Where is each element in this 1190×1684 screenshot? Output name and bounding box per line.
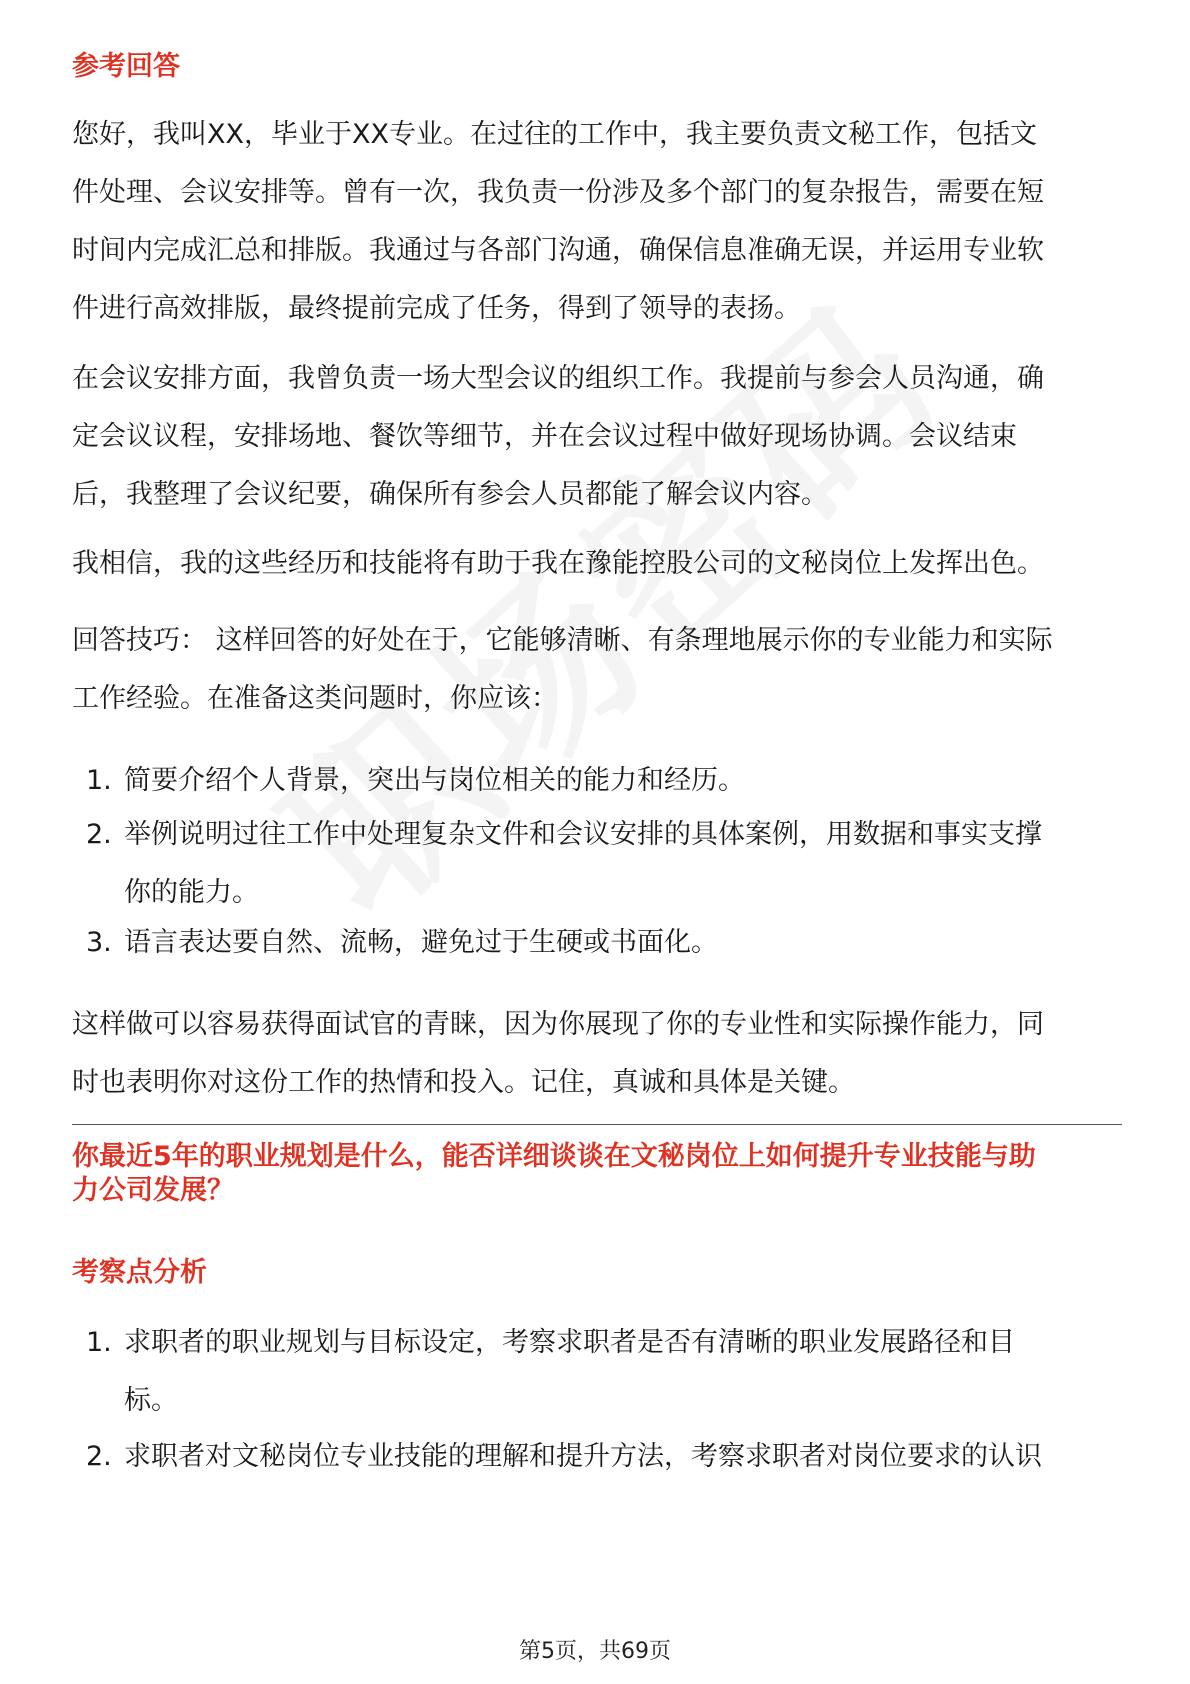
text-line: 时也表明你对这份工作的热情和投入。记住，真诚和具体是关键。: [72, 1067, 855, 1098]
list-item: [72, 752, 1122, 810]
list-item-text: 求职者对文秘岗位专业技能的理解和提升方法，考察求职者对岗位要求的认识: [124, 1441, 1042, 1472]
list-item-text: 语言表达要自然、流畅，避免过于生硬或书面化。: [124, 927, 718, 958]
analysis-list: [72, 1314, 1122, 1486]
list-item-text: 你的能力。: [124, 877, 259, 908]
text-line: 件处理、会议安排等。曾有一次，我负责一份涉及多个部门的复杂报告，需要在短: [72, 177, 1044, 208]
tips-list: [72, 752, 1122, 972]
question-line: 力公司发展？: [72, 1175, 234, 1206]
answer-paragraph-3: [72, 535, 1122, 593]
list-item-text: 求职者的职业规划与目标设定，考察求职者是否有清晰的职业发展路径和目: [124, 1327, 1015, 1358]
list-number: 2.: [86, 1441, 112, 1472]
text-line: 件进行高效排版，最终提前完成了任务，得到了领导的表扬。: [72, 293, 801, 324]
list-number: 1.: [86, 1327, 112, 1358]
tips-paragraph: [72, 612, 1122, 728]
analysis-heading: 考察点分析: [72, 1257, 207, 1288]
text-line: 后，我整理了会议纪要，确保所有参会人员都能了解会议内容。: [72, 479, 828, 510]
answer-paragraph-1: [72, 106, 1122, 338]
list-number: 2.: [86, 819, 112, 850]
section-divider: [72, 1124, 1122, 1125]
list-item: [72, 914, 1122, 972]
list-number: 3.: [86, 927, 112, 958]
answer-paragraph-2: [72, 350, 1122, 524]
text-line: 回答技巧： 这样回答的好处在于，它能够清晰、有条理地展示你的专业能力和实际: [72, 625, 1053, 656]
text-line: 定会议议程，安排场地、餐饮等细节，并在会议过程中做好现场协调。会议结束: [72, 421, 1017, 452]
next-question: [72, 1140, 1122, 1208]
list-item-text: 简要介绍个人背景，突出与岗位相关的能力和经历。: [124, 765, 745, 796]
question-line: 你最近5年的职业规划是什么，能否详细谈谈在文秘岗位上如何提升专业技能与助: [72, 1141, 1036, 1172]
text-line: 时间内完成汇总和排版。我通过与各部门沟通，确保信息准确无误，并运用专业软: [72, 235, 1044, 266]
document-page: [72, 0, 1122, 1684]
closing-paragraph: [72, 996, 1122, 1112]
list-number: 1.: [86, 765, 112, 796]
list-item: [72, 1314, 1122, 1430]
list-item: [72, 806, 1122, 922]
list-item: [72, 1428, 1122, 1486]
reference-answer-heading: 参考回答: [72, 51, 180, 82]
text-line: 您好，我叫XX，毕业于XX专业。在过往的工作中，我主要负责文秘工作，包括文: [72, 119, 1037, 150]
list-item-text: 举例说明过往工作中处理复杂文件和会议安排的具体案例，用数据和事实支撑: [124, 819, 1042, 850]
text-line: 工作经验。在准备这类问题时，你应该：: [72, 683, 558, 714]
list-item-text: 标。: [124, 1385, 178, 1416]
text-line: 在会议安排方面，我曾负责一场大型会议的组织工作。我提前与参会人员沟通，确: [72, 363, 1044, 394]
text-line: 这样做可以容易获得面试官的青睐，因为你展现了你的专业性和实际操作能力，同: [72, 1009, 1044, 1040]
text-line: 我相信，我的这些经历和技能将有助于我在豫能控股公司的文秘岗位上发挥出色。: [72, 548, 1044, 579]
page-footer: 第5页，共69页: [519, 1639, 671, 1664]
